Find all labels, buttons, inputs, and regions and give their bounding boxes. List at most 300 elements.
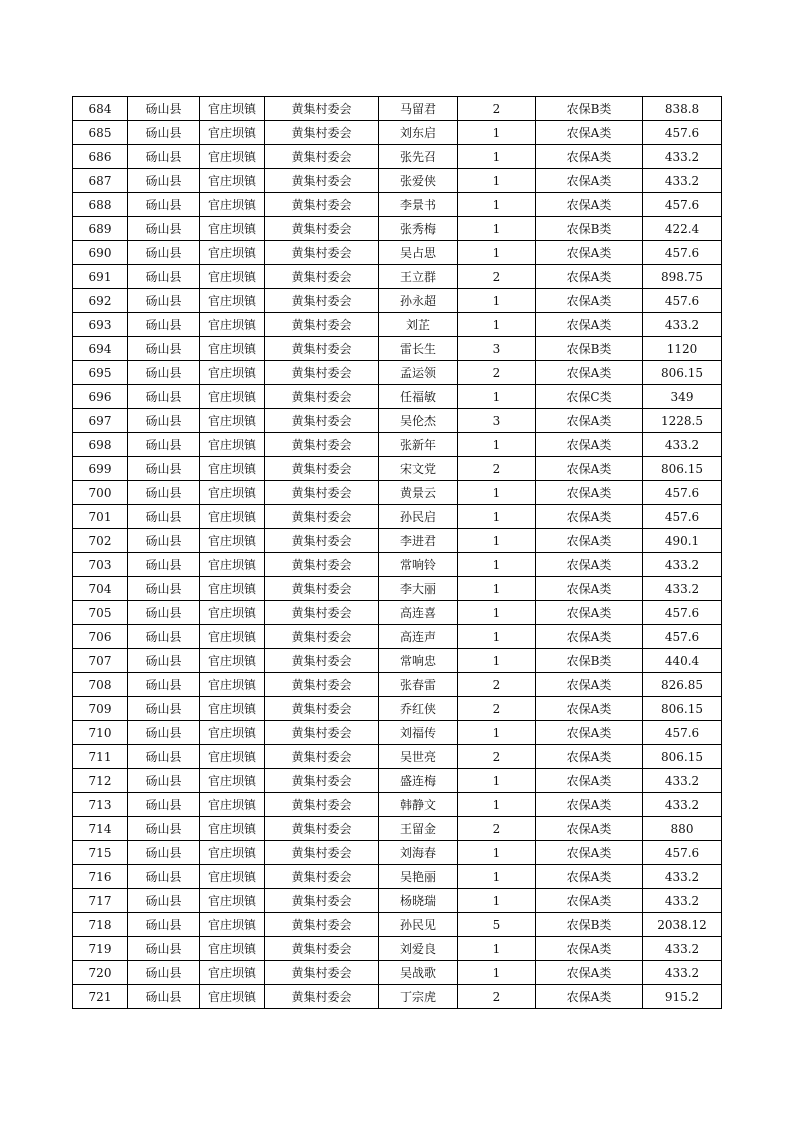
town-cell: 官庄坝镇 (200, 985, 265, 1009)
name-cell: 杨晓瑞 (379, 889, 458, 913)
table-row (73, 169, 722, 193)
row-number-cell: 687 (73, 169, 128, 193)
amount-cell: 806.15 (643, 745, 722, 769)
category-cell: 农保A类 (536, 409, 643, 433)
village-cell: 黄集村委会 (265, 985, 379, 1009)
town-cell: 官庄坝镇 (200, 913, 265, 937)
table-row (73, 361, 722, 385)
category-cell: 农保A类 (536, 769, 643, 793)
name-cell: 张先召 (379, 145, 458, 169)
name-cell: 宋文党 (379, 457, 458, 481)
county-cell: 砀山县 (128, 241, 200, 265)
county-cell: 砀山县 (128, 145, 200, 169)
name-cell: 王留金 (379, 817, 458, 841)
household-size-cell: 1 (458, 121, 536, 145)
category-cell: 农保A类 (536, 145, 643, 169)
table-row (73, 97, 722, 121)
category-cell: 农保A类 (536, 457, 643, 481)
category-cell: 农保A类 (536, 985, 643, 1009)
household-size-cell: 1 (458, 601, 536, 625)
row-number-cell: 719 (73, 937, 128, 961)
roster-table (72, 96, 722, 1009)
name-cell: 常响铃 (379, 553, 458, 577)
town-cell: 官庄坝镇 (200, 193, 265, 217)
name-cell: 吴战歌 (379, 961, 458, 985)
category-cell: 农保A类 (536, 673, 643, 697)
amount-cell: 1120 (643, 337, 722, 361)
name-cell: 李进君 (379, 529, 458, 553)
village-cell: 黄集村委会 (265, 961, 379, 985)
table-row (73, 385, 722, 409)
county-cell: 砀山县 (128, 169, 200, 193)
category-cell: 农保A类 (536, 481, 643, 505)
village-cell: 黄集村委会 (265, 217, 379, 241)
household-size-cell: 1 (458, 505, 536, 529)
name-cell: 刘芷 (379, 313, 458, 337)
county-cell: 砀山县 (128, 673, 200, 697)
row-number-cell: 698 (73, 433, 128, 457)
village-cell: 黄集村委会 (265, 169, 379, 193)
category-cell: 农保A类 (536, 361, 643, 385)
county-cell: 砀山县 (128, 769, 200, 793)
table-row (73, 505, 722, 529)
town-cell: 官庄坝镇 (200, 721, 265, 745)
village-cell: 黄集村委会 (265, 673, 379, 697)
household-size-cell: 1 (458, 937, 536, 961)
table-row (73, 337, 722, 361)
table-row (73, 145, 722, 169)
name-cell: 刘福传 (379, 721, 458, 745)
table-row (73, 457, 722, 481)
amount-cell: 457.6 (643, 505, 722, 529)
table-row (73, 793, 722, 817)
household-size-cell: 1 (458, 721, 536, 745)
village-cell: 黄集村委会 (265, 721, 379, 745)
village-cell: 黄集村委会 (265, 937, 379, 961)
table-row (73, 721, 722, 745)
village-cell: 黄集村委会 (265, 769, 379, 793)
row-number-cell: 711 (73, 745, 128, 769)
amount-cell: 349 (643, 385, 722, 409)
household-size-cell: 2 (458, 817, 536, 841)
household-size-cell: 1 (458, 553, 536, 577)
town-cell: 官庄坝镇 (200, 217, 265, 241)
county-cell: 砀山县 (128, 433, 200, 457)
table-row (73, 313, 722, 337)
town-cell: 官庄坝镇 (200, 625, 265, 649)
table-row (73, 913, 722, 937)
amount-cell: 457.6 (643, 841, 722, 865)
town-cell: 官庄坝镇 (200, 577, 265, 601)
table-row (73, 433, 722, 457)
row-number-cell: 695 (73, 361, 128, 385)
household-size-cell: 3 (458, 409, 536, 433)
village-cell: 黄集村委会 (265, 385, 379, 409)
category-cell: 农保A类 (536, 601, 643, 625)
village-cell: 黄集村委会 (265, 121, 379, 145)
row-number-cell: 702 (73, 529, 128, 553)
table-row (73, 265, 722, 289)
name-cell: 李景书 (379, 193, 458, 217)
name-cell: 孙永超 (379, 289, 458, 313)
village-cell: 黄集村委会 (265, 409, 379, 433)
household-size-cell: 2 (458, 97, 536, 121)
amount-cell: 440.4 (643, 649, 722, 673)
category-cell: 农保A类 (536, 505, 643, 529)
row-number-cell: 703 (73, 553, 128, 577)
row-number-cell: 717 (73, 889, 128, 913)
amount-cell: 433.2 (643, 145, 722, 169)
name-cell: 张新年 (379, 433, 458, 457)
amount-cell: 457.6 (643, 289, 722, 313)
village-cell: 黄集村委会 (265, 817, 379, 841)
name-cell: 孟运领 (379, 361, 458, 385)
amount-cell: 457.6 (643, 241, 722, 265)
amount-cell: 915.2 (643, 985, 722, 1009)
row-number-cell: 705 (73, 601, 128, 625)
amount-cell: 838.8 (643, 97, 722, 121)
household-size-cell: 1 (458, 145, 536, 169)
village-cell: 黄集村委会 (265, 313, 379, 337)
table-row (73, 289, 722, 313)
amount-cell: 806.15 (643, 361, 722, 385)
household-size-cell: 1 (458, 169, 536, 193)
name-cell: 王立群 (379, 265, 458, 289)
town-cell: 官庄坝镇 (200, 313, 265, 337)
table-row (73, 985, 722, 1009)
name-cell: 盛连梅 (379, 769, 458, 793)
village-cell: 黄集村委会 (265, 889, 379, 913)
town-cell: 官庄坝镇 (200, 145, 265, 169)
county-cell: 砀山县 (128, 313, 200, 337)
county-cell: 砀山县 (128, 793, 200, 817)
name-cell: 刘爱良 (379, 937, 458, 961)
county-cell: 砀山县 (128, 337, 200, 361)
household-size-cell: 1 (458, 481, 536, 505)
household-size-cell: 1 (458, 385, 536, 409)
town-cell: 官庄坝镇 (200, 649, 265, 673)
county-cell: 砀山县 (128, 841, 200, 865)
amount-cell: 880 (643, 817, 722, 841)
category-cell: 农保A类 (536, 961, 643, 985)
amount-cell: 433.2 (643, 769, 722, 793)
town-cell: 官庄坝镇 (200, 457, 265, 481)
village-cell: 黄集村委会 (265, 145, 379, 169)
table-row (73, 937, 722, 961)
category-cell: 农保A类 (536, 241, 643, 265)
village-cell: 黄集村委会 (265, 481, 379, 505)
table-row (73, 769, 722, 793)
row-number-cell: 708 (73, 673, 128, 697)
village-cell: 黄集村委会 (265, 841, 379, 865)
category-cell: 农保B类 (536, 97, 643, 121)
household-size-cell: 3 (458, 337, 536, 361)
amount-cell: 457.6 (643, 625, 722, 649)
table-row (73, 625, 722, 649)
household-size-cell: 1 (458, 865, 536, 889)
row-number-cell: 714 (73, 817, 128, 841)
town-cell: 官庄坝镇 (200, 841, 265, 865)
village-cell: 黄集村委会 (265, 337, 379, 361)
county-cell: 砀山县 (128, 361, 200, 385)
row-number-cell: 688 (73, 193, 128, 217)
household-size-cell: 5 (458, 913, 536, 937)
village-cell: 黄集村委会 (265, 361, 379, 385)
category-cell: 农保A类 (536, 577, 643, 601)
name-cell: 常响忠 (379, 649, 458, 673)
household-size-cell: 1 (458, 313, 536, 337)
row-number-cell: 716 (73, 865, 128, 889)
category-cell: 农保A类 (536, 529, 643, 553)
town-cell: 官庄坝镇 (200, 265, 265, 289)
name-cell: 张爱侠 (379, 169, 458, 193)
county-cell: 砀山县 (128, 865, 200, 889)
category-cell: 农保B类 (536, 913, 643, 937)
county-cell: 砀山县 (128, 601, 200, 625)
amount-cell: 433.2 (643, 169, 722, 193)
county-cell: 砀山县 (128, 649, 200, 673)
county-cell: 砀山县 (128, 985, 200, 1009)
town-cell: 官庄坝镇 (200, 745, 265, 769)
table-row (73, 529, 722, 553)
household-size-cell: 1 (458, 793, 536, 817)
table-row (73, 193, 722, 217)
household-size-cell: 1 (458, 217, 536, 241)
category-cell: 农保A类 (536, 625, 643, 649)
name-cell: 张春雷 (379, 673, 458, 697)
amount-cell: 433.2 (643, 793, 722, 817)
town-cell: 官庄坝镇 (200, 289, 265, 313)
row-number-cell: 686 (73, 145, 128, 169)
household-size-cell: 1 (458, 649, 536, 673)
category-cell: 农保A类 (536, 793, 643, 817)
village-cell: 黄集村委会 (265, 289, 379, 313)
town-cell: 官庄坝镇 (200, 361, 265, 385)
amount-cell: 806.15 (643, 457, 722, 481)
category-cell: 农保B类 (536, 337, 643, 361)
household-size-cell: 1 (458, 577, 536, 601)
household-size-cell: 1 (458, 193, 536, 217)
row-number-cell: 718 (73, 913, 128, 937)
row-number-cell: 692 (73, 289, 128, 313)
table-row (73, 889, 722, 913)
county-cell: 砀山县 (128, 913, 200, 937)
town-cell: 官庄坝镇 (200, 793, 265, 817)
amount-cell: 490.1 (643, 529, 722, 553)
town-cell: 官庄坝镇 (200, 889, 265, 913)
town-cell: 官庄坝镇 (200, 697, 265, 721)
household-size-cell: 2 (458, 745, 536, 769)
row-number-cell: 684 (73, 97, 128, 121)
row-number-cell: 693 (73, 313, 128, 337)
amount-cell: 433.2 (643, 433, 722, 457)
county-cell: 砀山县 (128, 889, 200, 913)
town-cell: 官庄坝镇 (200, 961, 265, 985)
village-cell: 黄集村委会 (265, 649, 379, 673)
category-cell: 农保A类 (536, 889, 643, 913)
category-cell: 农保A类 (536, 313, 643, 337)
row-number-cell: 709 (73, 697, 128, 721)
table-row (73, 121, 722, 145)
category-cell: 农保A类 (536, 745, 643, 769)
row-number-cell: 706 (73, 625, 128, 649)
town-cell: 官庄坝镇 (200, 601, 265, 625)
county-cell: 砀山县 (128, 577, 200, 601)
town-cell: 官庄坝镇 (200, 97, 265, 121)
row-number-cell: 700 (73, 481, 128, 505)
village-cell: 黄集村委会 (265, 265, 379, 289)
category-cell: 农保A类 (536, 841, 643, 865)
category-cell: 农保A类 (536, 865, 643, 889)
row-number-cell: 715 (73, 841, 128, 865)
village-cell: 黄集村委会 (265, 601, 379, 625)
name-cell: 张秀梅 (379, 217, 458, 241)
county-cell: 砀山县 (128, 625, 200, 649)
table-row (73, 577, 722, 601)
category-cell: 农保A类 (536, 265, 643, 289)
village-cell: 黄集村委会 (265, 865, 379, 889)
name-cell: 高连喜 (379, 601, 458, 625)
amount-cell: 457.6 (643, 721, 722, 745)
name-cell: 高连声 (379, 625, 458, 649)
household-size-cell: 2 (458, 457, 536, 481)
county-cell: 砀山县 (128, 553, 200, 577)
name-cell: 任福敏 (379, 385, 458, 409)
table-row (73, 553, 722, 577)
village-cell: 黄集村委会 (265, 241, 379, 265)
amount-cell: 457.6 (643, 121, 722, 145)
name-cell: 孙民见 (379, 913, 458, 937)
county-cell: 砀山县 (128, 721, 200, 745)
category-cell: 农保C类 (536, 385, 643, 409)
town-cell: 官庄坝镇 (200, 169, 265, 193)
village-cell: 黄集村委会 (265, 793, 379, 817)
county-cell: 砀山县 (128, 217, 200, 241)
table-row (73, 961, 722, 985)
row-number-cell: 694 (73, 337, 128, 361)
county-cell: 砀山县 (128, 817, 200, 841)
category-cell: 农保A类 (536, 937, 643, 961)
town-cell: 官庄坝镇 (200, 505, 265, 529)
county-cell: 砀山县 (128, 193, 200, 217)
name-cell: 马留君 (379, 97, 458, 121)
amount-cell: 422.4 (643, 217, 722, 241)
household-size-cell: 1 (458, 889, 536, 913)
table-row (73, 841, 722, 865)
row-number-cell: 721 (73, 985, 128, 1009)
category-cell: 农保A类 (536, 817, 643, 841)
roster-table-body (73, 97, 722, 1009)
amount-cell: 1228.5 (643, 409, 722, 433)
row-number-cell: 707 (73, 649, 128, 673)
table-row (73, 241, 722, 265)
amount-cell: 826.85 (643, 673, 722, 697)
table-row (73, 697, 722, 721)
name-cell: 吴艳丽 (379, 865, 458, 889)
category-cell: 农保B类 (536, 217, 643, 241)
amount-cell: 806.15 (643, 697, 722, 721)
name-cell: 雷长生 (379, 337, 458, 361)
name-cell: 吴占思 (379, 241, 458, 265)
name-cell: 韩静文 (379, 793, 458, 817)
category-cell: 农保A类 (536, 289, 643, 313)
name-cell: 刘东启 (379, 121, 458, 145)
table-row (73, 673, 722, 697)
county-cell: 砀山县 (128, 937, 200, 961)
county-cell: 砀山县 (128, 961, 200, 985)
village-cell: 黄集村委会 (265, 433, 379, 457)
village-cell: 黄集村委会 (265, 577, 379, 601)
row-number-cell: 699 (73, 457, 128, 481)
village-cell: 黄集村委会 (265, 745, 379, 769)
amount-cell: 457.6 (643, 193, 722, 217)
county-cell: 砀山县 (128, 121, 200, 145)
village-cell: 黄集村委会 (265, 457, 379, 481)
village-cell: 黄集村委会 (265, 193, 379, 217)
county-cell: 砀山县 (128, 289, 200, 313)
row-number-cell: 712 (73, 769, 128, 793)
category-cell: 农保A类 (536, 193, 643, 217)
category-cell: 农保A类 (536, 433, 643, 457)
household-size-cell: 1 (458, 241, 536, 265)
row-number-cell: 689 (73, 217, 128, 241)
row-number-cell: 690 (73, 241, 128, 265)
village-cell: 黄集村委会 (265, 625, 379, 649)
name-cell: 吴世亮 (379, 745, 458, 769)
amount-cell: 433.2 (643, 961, 722, 985)
table-row (73, 649, 722, 673)
amount-cell: 433.2 (643, 865, 722, 889)
town-cell: 官庄坝镇 (200, 817, 265, 841)
table-row (73, 601, 722, 625)
name-cell: 乔红侠 (379, 697, 458, 721)
town-cell: 官庄坝镇 (200, 433, 265, 457)
amount-cell: 898.75 (643, 265, 722, 289)
table-row (73, 745, 722, 769)
table-row (73, 481, 722, 505)
town-cell: 官庄坝镇 (200, 481, 265, 505)
town-cell: 官庄坝镇 (200, 241, 265, 265)
household-size-cell: 1 (458, 841, 536, 865)
category-cell: 农保B类 (536, 649, 643, 673)
amount-cell: 433.2 (643, 889, 722, 913)
household-size-cell: 1 (458, 529, 536, 553)
household-size-cell: 2 (458, 265, 536, 289)
amount-cell: 433.2 (643, 937, 722, 961)
name-cell: 孙民启 (379, 505, 458, 529)
town-cell: 官庄坝镇 (200, 769, 265, 793)
amount-cell: 433.2 (643, 313, 722, 337)
name-cell: 李大丽 (379, 577, 458, 601)
table-row (73, 217, 722, 241)
name-cell: 刘海春 (379, 841, 458, 865)
household-size-cell: 2 (458, 697, 536, 721)
village-cell: 黄集村委会 (265, 529, 379, 553)
town-cell: 官庄坝镇 (200, 553, 265, 577)
table-row (73, 865, 722, 889)
county-cell: 砀山县 (128, 505, 200, 529)
county-cell: 砀山县 (128, 481, 200, 505)
household-size-cell: 2 (458, 361, 536, 385)
county-cell: 砀山县 (128, 385, 200, 409)
village-cell: 黄集村委会 (265, 97, 379, 121)
county-cell: 砀山县 (128, 529, 200, 553)
row-number-cell: 685 (73, 121, 128, 145)
town-cell: 官庄坝镇 (200, 337, 265, 361)
household-size-cell: 1 (458, 289, 536, 313)
category-cell: 农保A类 (536, 553, 643, 577)
amount-cell: 457.6 (643, 481, 722, 505)
